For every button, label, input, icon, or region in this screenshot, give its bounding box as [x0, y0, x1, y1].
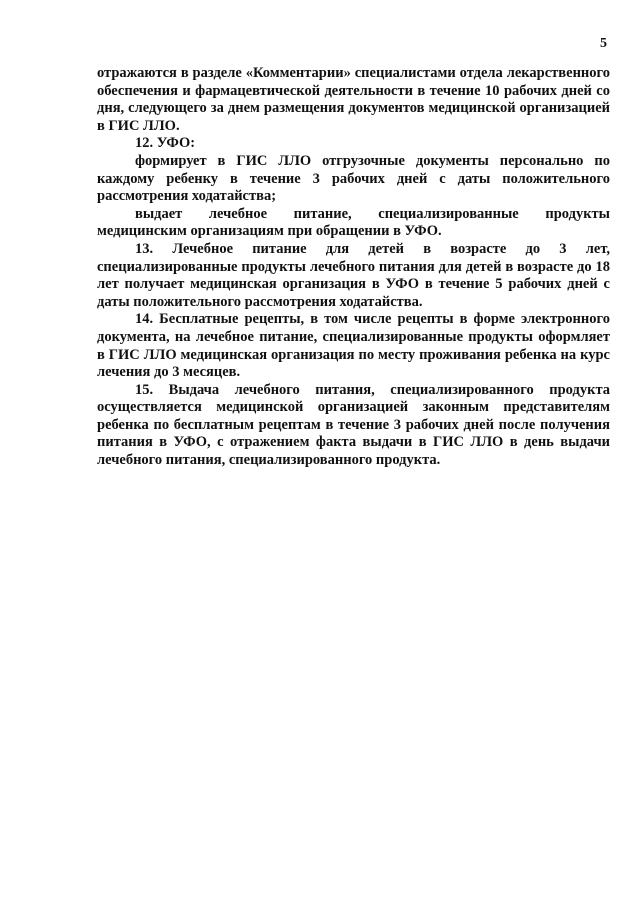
- paragraph-continuation: отражаются в разделе «Комментарии» специалистами отдела лекарственного обеспечения и фармацевтической деятельности в течение 10 рабочих дней со дня, следующего за днем размещения документов медицинской организацией в ГИС ЛЛО.: [97, 65, 610, 134]
- page-number: 5: [600, 36, 607, 51]
- document-body: [97, 65, 610, 470]
- paragraph-section-15: 15. Выдача лечебного питания, специализированного продукта осуществляется медицинской организацией законным представителям ребенка по бесплатным рецептам в течение 3 рабочих дней после получения питания в УФО, с отражением факта выдачи в ГИС ЛЛО в день выдачи лечебного питания, специализированного продукта.: [97, 381, 610, 469]
- paragraph-section-13: 13. Лечебное питание для детей в возрасте до 3 лет, специализированные продукты лечебного питания для детей в возрасте до 18 лет получает медицинская организация в УФО в течение 5 рабочих дней с даты положительного рассмотрения ходатайства.: [97, 240, 610, 310]
- paragraph-section-14: 14. Бесплатные рецепты, в том числе рецепты в форме электронного документа, на лечебное питание, специализированные продукты оформляет в ГИС ЛЛО медицинская организация по месту проживания ребенка на курс лечения до 3 месяцев.: [97, 311, 610, 381]
- paragraph-12-item-1: формирует в ГИС ЛЛО отгрузочные документы персонально по каждому ребенку в течение 3 рабочих дней с даты положительного рассмотрения ходатайства;: [97, 152, 610, 205]
- paragraph-section-12-heading: 12. УФО:: [135, 135, 196, 152]
- paragraph-12-item-2: выдает лечебное питание, специализированные продукты медицинским организациям при обращении в УФО.: [97, 205, 610, 240]
